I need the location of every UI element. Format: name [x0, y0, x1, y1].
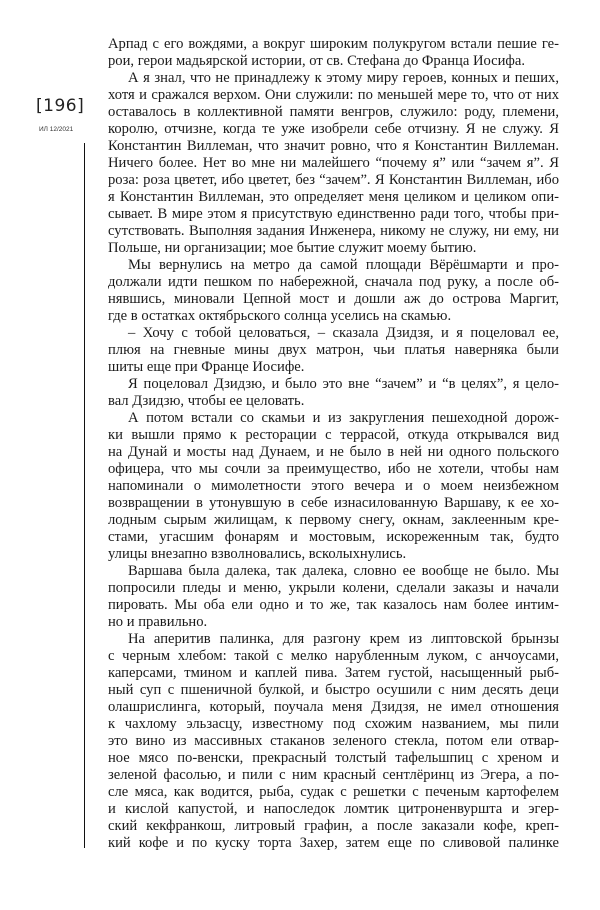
text-line: возвращении в утонувшую в себе изнасилованную Варшаву, к ее хо- [108, 495, 559, 511]
text-line: пировать. Мы оба ели одно и то же, так казалось нам более интим- [108, 597, 559, 613]
text-line: лодным сырым жилищам, к первому снегу, окнам, заклеенным кре- [108, 512, 559, 528]
text-line: но и правильно. [108, 614, 208, 630]
text-line: оставалось в коллективной памяти венгров, служило: роду, племени, [108, 104, 559, 120]
page-number: [196] [36, 96, 85, 116]
text-line: Польше, ни организации; мое бытие служит моему бытию. [108, 240, 477, 256]
paragraph [108, 563, 559, 631]
text-line: хотя и сражался верхом. Они служили: по меньшей мере то, что от них [108, 87, 559, 103]
text-line: и кислой капустой, и напоследок ломтик цитроненвуршта и эгер- [108, 801, 559, 817]
text-line: кий кофе и по куску торта Захер, затем еще по сливовой палинке [108, 835, 559, 851]
text-line: нявшись, миновали Цепной мост и дошли аж до острова Маргит, [108, 291, 559, 307]
text-line: рои, герои мадьярской истории, от св. Стефана до Франца Иосифа. [108, 53, 526, 69]
text-line: ский кекфранкош, литровый графин, а после заказали кофе, креп- [108, 818, 559, 834]
paragraph [108, 325, 559, 376]
text-line: попросили пледы и меню, укрыли колени, сделали заказы и начали [108, 580, 559, 596]
text-line: – Хочу с тобой целоваться, – сказала Дзидзя, и я поцеловал ее, [128, 325, 559, 341]
body-text [108, 36, 559, 852]
text-line: сывает. В мире этом я присутствую единственно ради того, чтобы при- [108, 206, 559, 222]
paragraph [108, 410, 559, 563]
text-line: Арпад с его вождями, а вокруг широким полукругом встали пешие ге- [108, 36, 559, 52]
text-line: вал Дзидзю, чтобы ее целовать. [108, 393, 305, 409]
text-line: роза: роза цветет, ибо цветет, без “зачем”. Я Константин Виллеман, ибо [108, 172, 559, 188]
paragraph [108, 70, 559, 257]
text-line: ное мясо по-венски, прекрасный толстый тафельшпиц с хреном и [108, 750, 559, 766]
text-line: Я поцеловал Дзидзю, и было это вне “зачем” и “в целях”, я цело- [128, 376, 559, 392]
text-line: стами, угасшим фонарям и мостовым, искореженным так, будто [108, 529, 559, 545]
text-line: Константин Виллеман, что значит ровно, что я Константин Виллеман. [108, 138, 559, 154]
text-line: плюя на гневные мины двух матрон, чьи платья наверняка были [108, 342, 559, 358]
text-line: напоминали о мимолетности этого вечера и о моем неизбежном [108, 478, 559, 494]
text-line: я Константин Виллеман, это определяет меня целиком и целиком опи- [108, 189, 559, 205]
text-line: Мы вернулись на метро да самой площади Вёрёшмарти и про- [128, 257, 559, 273]
text-line: к чахлому эльзасцу, известному под схожим названием, мы пили [108, 716, 559, 732]
text-line: ный суп с пшеничной булкой, и быстро осушили с ним десять деци [108, 682, 559, 698]
text-line: на Дунай и мосты над Дунаем, и не было в ней ни одного польского [108, 444, 559, 460]
margin-rule [84, 143, 85, 848]
paragraph [108, 257, 559, 325]
text-line: сутствовать. Выполняя задания Инженера, никому не служу, ни ему, ни [108, 223, 559, 239]
text-line: сле мяса, как водится, рыба, судак с решетки с печеным картофелем [108, 784, 559, 800]
paragraph [108, 376, 559, 410]
issue-label: ИЛ 12/2021 [39, 126, 74, 133]
text-line: это вино из массивных стаканов зеленого стекла, потом ели отвар- [108, 733, 559, 749]
text-line: А я знал, что не принадлежу к этому миру героев, конных и пеших, [128, 70, 559, 86]
text-line: Варшава была далека, так далека, словно ее вообще не было. Мы [128, 563, 559, 579]
text-line: каперсами, тмином и каплей пива. Затем густой, насыщенный рыб- [108, 665, 559, 681]
text-line: королю, отчизне, когда те уже изобрели себе отчизну. Я не служу. Я [108, 121, 559, 137]
text-line: олашрислинга, который, поучала меня Дзидзя, не имел отношения [108, 699, 559, 715]
text-line: улицы внезапно взволновались, всколыхнулись. [108, 546, 407, 562]
text-line: зеленой фасолью, и пили с ним красный сентлёринц из Эгера, а по- [108, 767, 559, 783]
text-line: должали идти пешком по набережной, сначала под руку, а после об- [108, 274, 559, 290]
text-line: шиты еще при Франце Иосифе. [108, 359, 305, 375]
text-line: с черным хлебом: такой с мелко нарубленным луком, с анчоусами, [108, 648, 559, 664]
text-line: офицера, что мы сочли за преимущество, ибо не хотели, чтобы нам [108, 461, 559, 477]
text-line: где в остатках октябрьского солнца уселись на скамью. [108, 308, 452, 324]
text-line: А потом встали со скамьи и из закругления пешеходной дорож- [128, 410, 559, 426]
text-line: ки вышли прямо к ресторации с террасой, откуда открывался вид [108, 427, 559, 443]
paragraph [108, 36, 559, 70]
text-line: На аперитив палинка, для разгону крем из липтовской брынзы [128, 631, 559, 647]
paragraph [108, 631, 559, 852]
text-line: Ничего более. Нет во мне ни малейшего “почему я” или “зачем я”. Я [108, 155, 559, 171]
